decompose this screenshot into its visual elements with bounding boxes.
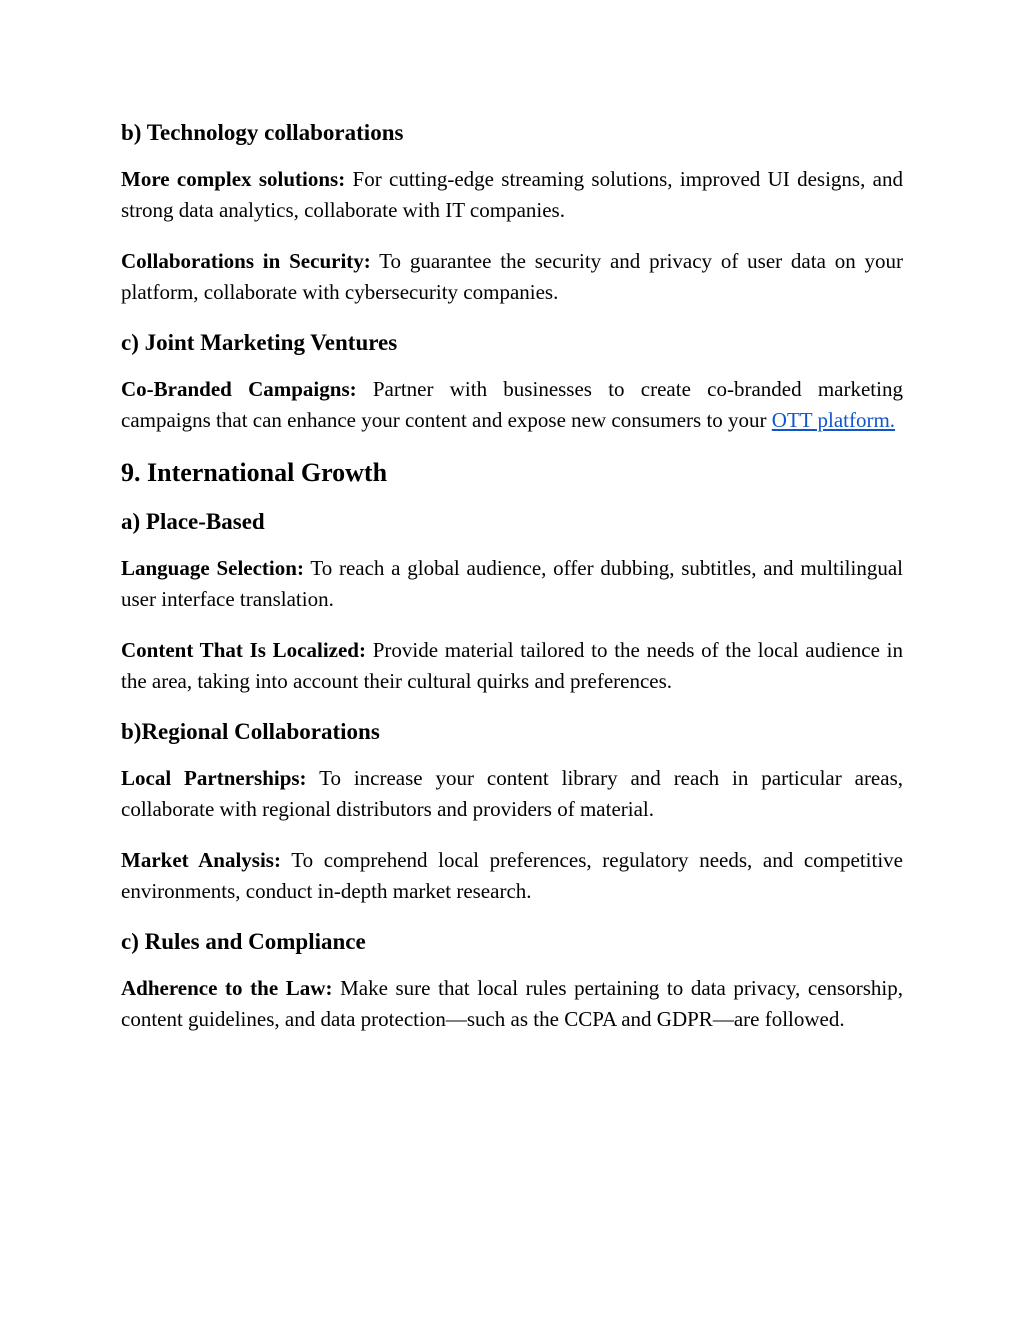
heading-technology-collaborations: b) Technology collaborations: [121, 120, 404, 145]
heading-international-growth: 9. International Growth: [121, 458, 388, 487]
paragraph-text: To comprehend local preferences, regulatory needs, and competitive environments, conduct in-depth market research.: [121, 848, 903, 903]
document-page: [121, 118, 903, 1055]
paragraph-adherence-to-law: [121, 973, 903, 1035]
paragraph-language-selection: [121, 553, 903, 615]
paragraph-text: To reach a global audience, offer dubbing, subtitles, and multilingual user interface translation.: [121, 556, 903, 611]
paragraph-complex-solutions: [121, 164, 903, 226]
ott-platform-link[interactable]: OTT platform.: [771, 408, 896, 432]
paragraph-lead: Co-Branded Campaigns:: [121, 377, 357, 401]
paragraph-lead: Local Partnerships:: [121, 766, 307, 790]
paragraph-text: To increase your content library and reach in particular areas, collaborate with regional distributors and providers of material.: [121, 766, 903, 821]
paragraph-text: Make sure that local rules pertaining to data privacy, censorship, content guidelines, and data protection—such as the CCPA and GDPR—are followed.: [121, 976, 903, 1031]
paragraph-lead: Language Selection:: [121, 556, 304, 580]
paragraph-lead: Market Analysis:: [121, 848, 281, 872]
paragraph-text: Provide material tailored to the needs of the local audience in the area, taking into account their cultural quirks and preferences.: [121, 638, 903, 693]
paragraph-security-collaborations: [121, 246, 903, 308]
paragraph-text: For cutting-edge streaming solutions, improved UI designs, and strong data analytics, collaborate with IT companies.: [121, 167, 903, 222]
paragraph-local-partnerships: [121, 763, 903, 825]
paragraph-localized-content: [121, 635, 903, 697]
paragraph-lead: Content That Is Localized:: [121, 638, 366, 662]
heading-joint-marketing: c) Joint Marketing Ventures: [121, 330, 398, 355]
heading-regional-collaborations: b)Regional Collaborations: [121, 719, 380, 744]
paragraph-co-branded-campaigns: [121, 374, 903, 436]
paragraph-market-analysis: [121, 845, 903, 907]
paragraph-lead: Collaborations in Security:: [121, 249, 371, 273]
paragraph-lead: More complex solutions:: [121, 167, 346, 191]
paragraph-text: Partner with businesses to create co-branded marketing campaigns that can enhance your content and expose new consumers to your: [121, 377, 903, 432]
heading-rules-compliance: c) Rules and Compliance: [121, 929, 366, 954]
heading-place-based: a) Place-Based: [121, 509, 265, 534]
paragraph-text: To guarantee the security and privacy of user data on your platform, collaborate with cybersecurity companies.: [121, 249, 903, 304]
paragraph-lead: Adherence to the Law:: [121, 976, 333, 1000]
